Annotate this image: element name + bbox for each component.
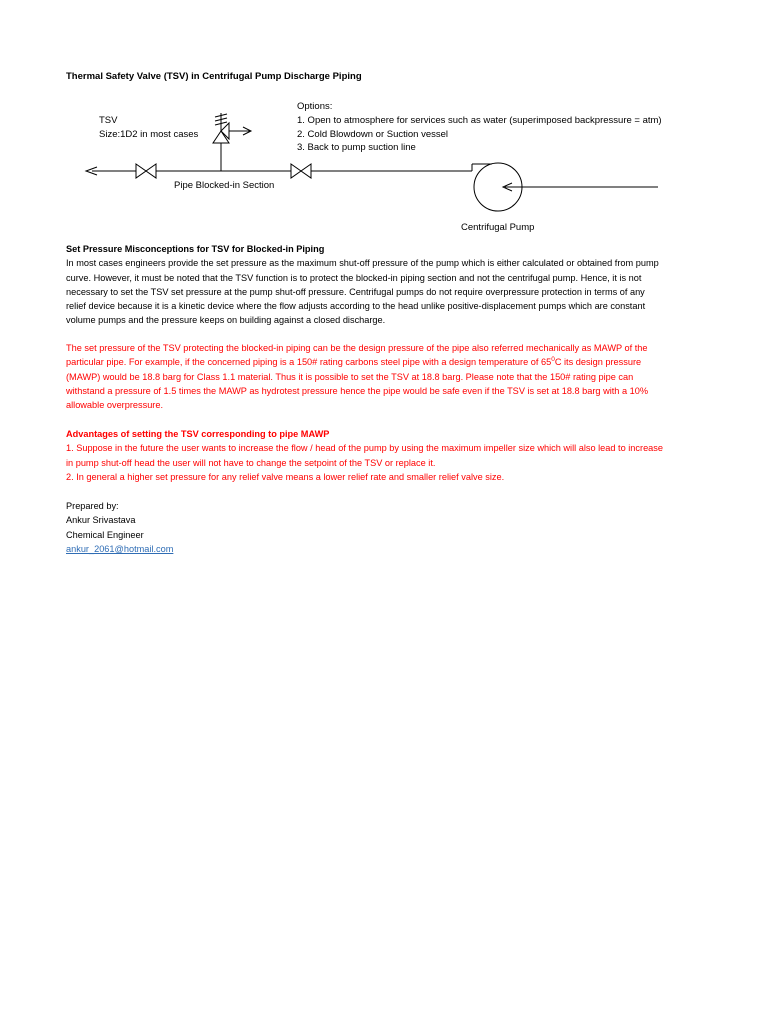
pipe-blocked-label: Pipe Blocked-in Section [174,180,275,191]
advantage-item-2: 2. In general a higher set pressure for any relief valve means a lower relief rate and smaller relief valve size. [66,471,505,482]
design-note-section [66,341,666,412]
advantages-section [66,427,666,484]
right-block-valve-icon [291,164,311,178]
design-note-part2: C its design pressure (MAWP) would be 18.8 barg for Class 1.1 material. Thus it is possible to set the TSV at 18.8 barg. Please note that the 150# rating pipe can withstand a pressure of 1.5 times the MAWP as hydrotest pressure hence the pipe would be safe even if the TSV is set at 18.8 barg with a 10% allowable overpressure. [66,357,649,411]
piping-diagram [0,0,768,240]
tsv-label: TSV [99,115,118,126]
author-block [66,499,666,556]
left-block-valve-icon [136,164,156,178]
prepared-by-label: Prepared by: [66,501,119,511]
option-2: 2. Cold Blowdown or Suction vessel [297,129,449,140]
misconceptions-heading: Set Pressure Misconceptions for TSV for Blocked-in Piping [66,244,325,254]
design-note-text [66,341,666,412]
options-title: Options: [297,101,333,112]
option-1: 1. Open to atmosphere for services such as water (superimposed backpressure = atm) [297,115,662,126]
tsv-relief-valve-icon [213,113,251,171]
document-title: Thermal Safety Valve (TSV) in Centrifugal Pump Discharge Piping [66,71,362,82]
option-3: 3. Back to pump suction line [297,142,416,153]
tsv-size-label: Size:1D2 in most cases [99,129,199,140]
author-email-link[interactable]: ankur_2061@hotmail.com [66,543,174,554]
advantage-item-1: 1. Suppose in the future the user wants to increase the flow / head of the pump by using the maximum impeller size which will also lead to increase in pump shut-off head the user will not have to change the setpoint of the TSV or replace it. [66,443,663,468]
pump-label: Centrifugal Pump [461,222,535,233]
degree-superscript: 0 [551,356,555,364]
advantages-heading: Advantages of setting the TSV corresponding to pipe MAWP [66,429,330,439]
author-role: Chemical Engineer [66,529,144,540]
misconceptions-section [66,242,666,328]
author-name: Ankur Srivastava [66,515,136,526]
design-note-part1: The set pressure of the TSV protecting the blocked-in piping can be the design pressure of the pipe also referred mechanically as MAWP of the particular pipe. For example, if the concerned piping is a 150# rating carbons steel pipe with a design temperature of 65 [66,343,648,368]
centrifugal-pump-icon [472,163,658,211]
misconceptions-body: In most cases engineers provide the set pressure as the maximum shut-off pressure of the pump which is either calculated or obtained from pump curve. However, it must be noted that the TSV function is to protect the blocked-in piping section and not the centrifugal pump. Hence, it is not necessary to set the TSV set pressure at the pump shut-off pressure. Centrifugal pumps do not require overpressure protection in terms of any relief device because it is a kinetic device where the flow adjusts according to the head unlike positive-displacement pumps which are constant volume pumps and the pressure keeps on building against a closed discharge. [66,258,659,326]
